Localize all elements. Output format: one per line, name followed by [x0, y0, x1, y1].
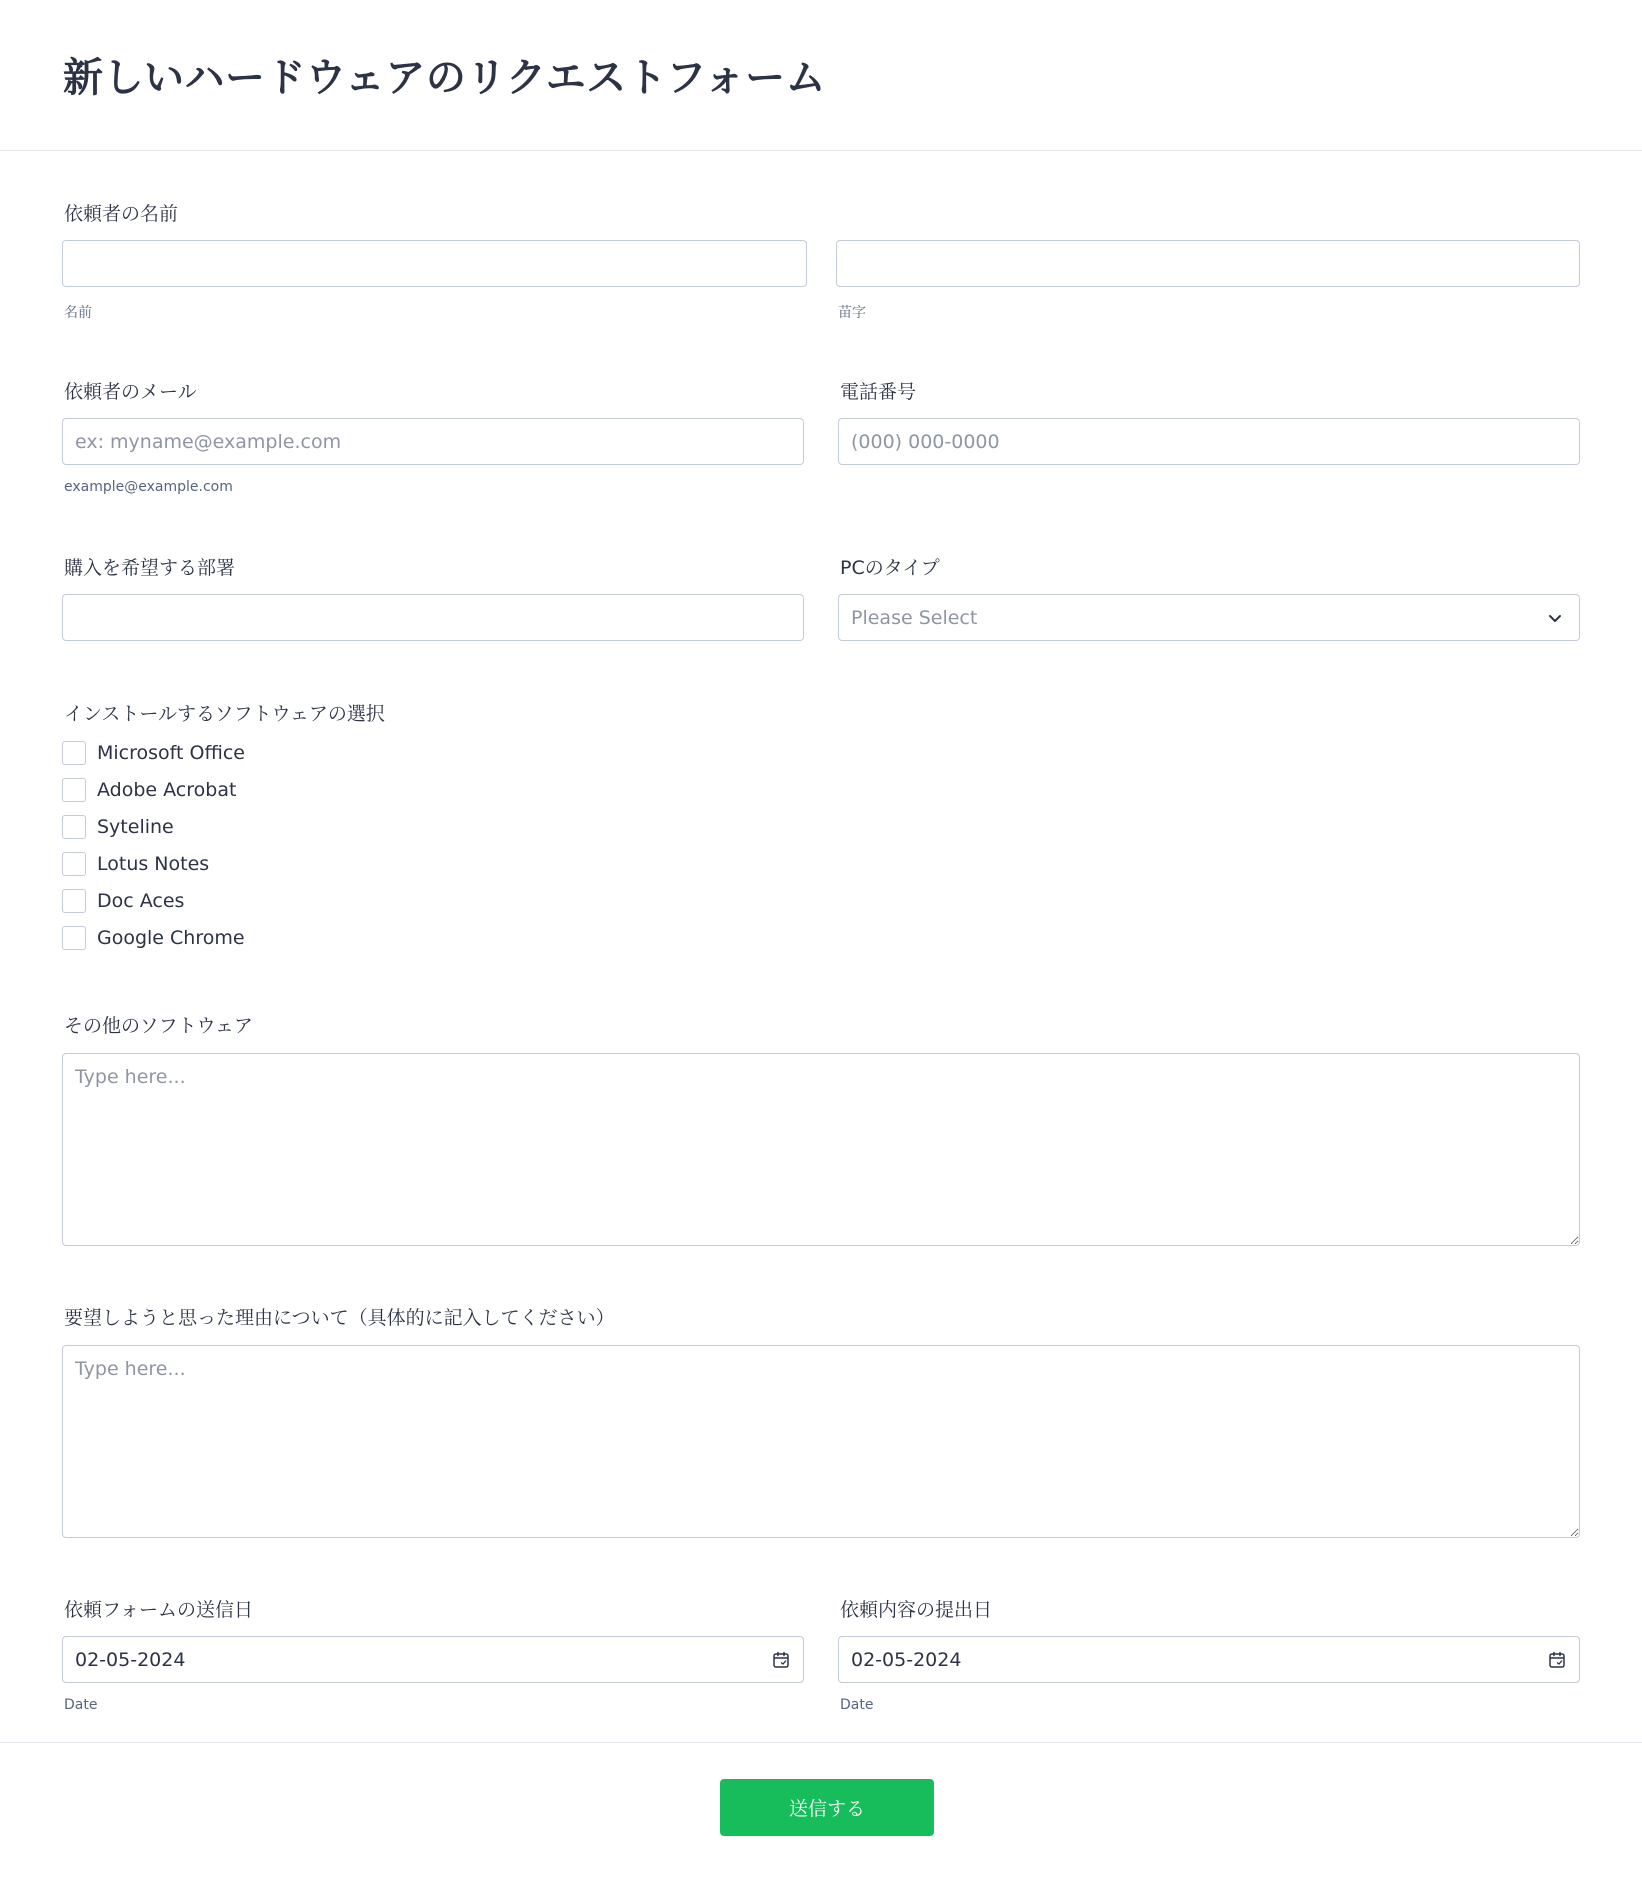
- checkbox-label: Microsoft Office: [97, 742, 245, 764]
- submit-button[interactable]: 送信する: [720, 1779, 934, 1836]
- first-name-sublabel: 名前: [64, 305, 92, 321]
- department-label: 購入を希望する部署: [64, 557, 236, 579]
- calendar-icon[interactable]: [1547, 1650, 1567, 1670]
- send-date-value: 02-05-2024: [75, 1648, 186, 1671]
- checkbox[interactable]: [62, 778, 86, 802]
- phone-label: 電話番号: [840, 381, 917, 403]
- checkbox-label: Syteline: [97, 816, 174, 838]
- other-software-textarea[interactable]: [62, 1053, 1580, 1246]
- checkbox-label: Doc Aces: [97, 890, 185, 912]
- checkbox-label: Adobe Acrobat: [97, 779, 237, 801]
- name-label: 依頼者の名前: [64, 203, 179, 225]
- reason-textarea[interactable]: [62, 1345, 1580, 1538]
- phone-input[interactable]: [838, 418, 1580, 465]
- last-name-sublabel: 苗字: [838, 305, 866, 321]
- software-label: インストールするソフトウェアの選択: [64, 703, 385, 725]
- department-input[interactable]: [62, 594, 804, 641]
- send-date-input[interactable]: [62, 1636, 804, 1683]
- pc-type-selected: Please Select: [851, 606, 978, 629]
- submit-date-sublabel: Date: [840, 1697, 874, 1713]
- pc-type-select[interactable]: [838, 594, 1580, 641]
- form-title: 新しいハードウェアのリクエストフォーム: [63, 55, 827, 101]
- send-date-label: 依頼フォームの送信日: [64, 1599, 254, 1621]
- last-name-input[interactable]: [836, 240, 1580, 287]
- checkbox[interactable]: [62, 889, 86, 913]
- checkbox-label: Google Chrome: [97, 927, 245, 949]
- submit-date-value: 02-05-2024: [851, 1648, 962, 1671]
- form-header: [0, 0, 1642, 151]
- software-option-microsoft-office[interactable]: [62, 741, 245, 765]
- software-option-adobe-acrobat[interactable]: [62, 778, 236, 802]
- software-option-google-chrome[interactable]: [62, 926, 245, 950]
- email-label: 依頼者のメール: [64, 381, 197, 403]
- checkbox[interactable]: [62, 741, 86, 765]
- email-input[interactable]: [62, 418, 804, 465]
- chevron-down-icon: [1545, 608, 1565, 628]
- checkbox-label: Lotus Notes: [97, 853, 210, 875]
- checkbox[interactable]: [62, 926, 86, 950]
- calendar-icon[interactable]: [771, 1650, 791, 1670]
- other-software-label: その他のソフトウェア: [64, 1015, 253, 1037]
- checkbox[interactable]: [62, 852, 86, 876]
- pc-type-label: PCのタイプ: [840, 557, 940, 579]
- software-option-lotus-notes[interactable]: [62, 852, 209, 876]
- first-name-input[interactable]: [62, 240, 807, 287]
- email-sublabel: example@example.com: [64, 479, 233, 495]
- checkbox[interactable]: [62, 815, 86, 839]
- reason-label: 要望しようと思った理由について（具体的に記入してください）: [64, 1307, 615, 1329]
- submit-date-input[interactable]: [838, 1636, 1580, 1683]
- software-option-syteline[interactable]: [62, 815, 174, 839]
- submit-date-label: 依頼内容の提出日: [840, 1599, 993, 1621]
- send-date-sublabel: Date: [64, 1697, 98, 1713]
- software-option-doc-aces[interactable]: [62, 889, 184, 913]
